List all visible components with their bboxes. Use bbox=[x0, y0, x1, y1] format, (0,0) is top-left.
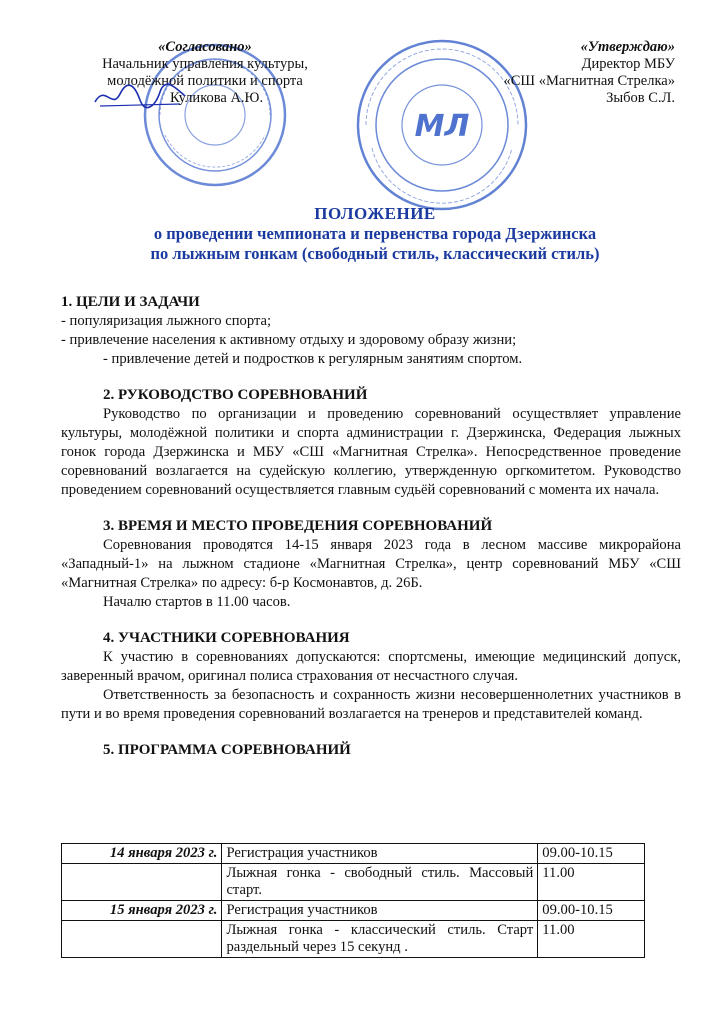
goals-item: - привлечение детей и подростков к регулярным занятиям спортом. bbox=[103, 351, 523, 367]
participants-text-2: Ответственность за безопасность и сохранность жизни несовершеннолетних участников в пути и во время проведения соревнований возлагается на тренеров и представителей команд. bbox=[61, 687, 681, 722]
event-cell: Регистрация участников bbox=[222, 844, 538, 864]
time-place-text: Соревнования проводятся 14-15 января 2023 года в лесном массиве микрорайона «Западный-1» на лыжном стадионе «Магнитная Стрелка», центр соревнований МБУ «СШ «Магнитная Стрелка» по адресу: б-р Космонавтов, д. 26Б. bbox=[61, 537, 681, 591]
document-title bbox=[80, 204, 670, 264]
management-text: Руководство по организации и проведению соревнований осуществляет управление культуры, молодёжной политики и спорта администрации г. Дзержинска, Федерация лыжных гонок города Дзержинска и МБУ «СШ «Магнитная Стрелка». Непосредственное проведение соревнований возлагается на судейскую коллегию, утвержденную оргкомитетом. Руководство проведением соревнований осуществляется главным судьёй соревнований с момента их начала. bbox=[61, 406, 681, 498]
signature-line-left bbox=[60, 90, 350, 107]
approval-line1-right: Директор МБУ bbox=[581, 56, 675, 72]
approval-line2-left: молодёжной политики и спорта bbox=[107, 73, 303, 89]
start-time-text: Началю стартов в 11.00 часов. bbox=[103, 594, 291, 610]
program-table bbox=[61, 843, 645, 958]
section-time-place-heading: 3. ВРЕМЯ И МЕСТО ПРОВЕДЕНИЯ СОРЕВНОВАНИЙ bbox=[103, 518, 493, 534]
event-cell: Регистрация участников bbox=[222, 901, 538, 921]
section-management-heading: 2. РУКОВОДСТВО СОРЕВНОВАНИЙ bbox=[103, 387, 368, 403]
signer-name-left: Куликова А.Ю. bbox=[170, 90, 264, 106]
section-participants-heading: 4. УЧАСТНИКИ СОРЕВНОВАНИЯ bbox=[103, 630, 350, 646]
approval-block-right bbox=[440, 39, 675, 107]
date-cell bbox=[62, 864, 222, 901]
approval-line2-right: «СШ «Магнитная Стрелка» bbox=[503, 73, 675, 89]
table-row bbox=[62, 864, 645, 901]
approval-line1-left: Начальник управления культуры, bbox=[102, 56, 308, 72]
title-line1: ПОЛОЖЕНИЕ bbox=[314, 204, 436, 223]
approval-title-right: «Утверждаю» bbox=[580, 39, 675, 55]
approval-block-left bbox=[60, 39, 350, 107]
title-line3: по лыжным гонкам (свободный стиль, классический стиль) bbox=[150, 244, 600, 263]
goals-item: - привлечение населения к активному отдыху и здоровому образу жизни; bbox=[61, 332, 517, 348]
event-cell: Лыжная гонка - классический стиль. Старт раздельный через 15 секунд . bbox=[222, 921, 538, 958]
time-cell: 11.00 bbox=[538, 864, 645, 901]
handwritten-signature-left bbox=[90, 82, 190, 112]
date-cell: 14 января 2023 г. bbox=[62, 844, 222, 864]
table-row bbox=[62, 844, 645, 864]
signer-name-right: Зыбов С.Л. bbox=[606, 90, 675, 106]
goals-item: - популяризация лыжного спорта; bbox=[61, 313, 272, 329]
section-program-heading: 5. ПРОГРАММА СОРЕВНОВАНИЙ bbox=[103, 742, 351, 758]
approval-title-left: «Согласовано» bbox=[158, 39, 252, 55]
time-cell: 11.00 bbox=[538, 921, 645, 958]
section-goals-heading: 1. ЦЕЛИ И ЗАДАЧИ bbox=[61, 294, 200, 310]
document-body bbox=[61, 293, 681, 760]
table-row bbox=[62, 921, 645, 958]
time-cell: 09.00-10.15 bbox=[538, 901, 645, 921]
event-cell: Лыжная гонка - свободный стиль. Массовый старт. bbox=[222, 864, 538, 901]
date-cell: 15 января 2023 г. bbox=[62, 901, 222, 921]
stamp-logo-text: МЛ bbox=[414, 109, 470, 144]
title-line2: о проведении чемпионата и первенства города Дзержинска bbox=[153, 224, 597, 243]
date-cell bbox=[62, 921, 222, 958]
table-row bbox=[62, 901, 645, 921]
time-cell: 09.00-10.15 bbox=[538, 844, 645, 864]
participants-text-1: К участию в соревнованиях допускаются: спортсмены, имеющие медицинский допуск, заверенный врачом, оригинал полиса страхования от несчастного случая. bbox=[61, 649, 681, 684]
